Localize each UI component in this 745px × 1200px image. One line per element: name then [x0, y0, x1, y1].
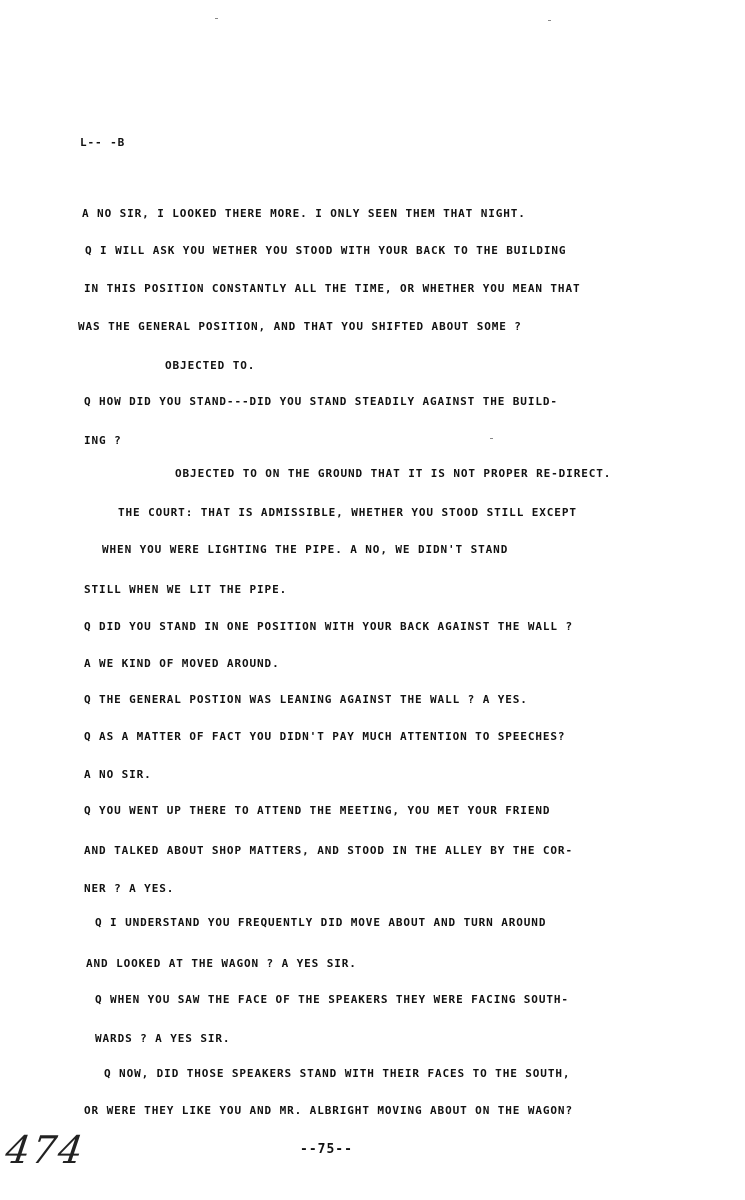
transcript-line: Q DID YOU STAND IN ONE POSITION WITH YOUR BACK AGAINST THE WALL ?	[84, 620, 573, 633]
transcript-line: ING ?	[84, 434, 122, 447]
transcript-line: OR WERE THEY LIKE YOU AND MR. ALBRIGHT MOVING ABOUT ON THE WAGON?	[84, 1104, 573, 1117]
scan-speck	[490, 438, 493, 439]
transcript-line: IN THIS POSITION CONSTANTLY ALL THE TIME, OR WHETHER YOU MEAN THAT	[84, 282, 581, 295]
transcript-line: Q YOU WENT UP THERE TO ATTEND THE MEETING, YOU MET YOUR FRIEND	[84, 804, 551, 817]
transcript-line: OBJECTED TO.	[165, 359, 256, 372]
handwritten-page-number: 474	[2, 1128, 88, 1172]
transcript-line: A NO SIR, I LOOKED THERE MORE. I ONLY SEEN THEM THAT NIGHT.	[82, 207, 526, 220]
transcript-line: Q THE GENERAL POSTION WAS LEANING AGAINST THE WALL ? A YES.	[84, 693, 528, 706]
transcript-line: Q I WILL ASK YOU WETHER YOU STOOD WITH YOUR BACK TO THE BUILDING	[85, 244, 567, 257]
transcript-line: A WE KIND OF MOVED AROUND.	[84, 657, 280, 670]
transcript-line: OBJECTED TO ON THE GROUND THAT IT IS NOT PROPER RE-DIRECT.	[175, 467, 612, 480]
page-number: --75--	[300, 1142, 353, 1157]
transcript-line: Q WHEN YOU SAW THE FACE OF THE SPEAKERS THEY WERE FACING SOUTH-	[95, 993, 569, 1006]
header-reference: L-- -B	[80, 136, 126, 149]
transcript-line: AND LOOKED AT THE WAGON ? A YES SIR.	[86, 957, 357, 970]
transcript-line: WARDS ? A YES SIR.	[95, 1032, 231, 1045]
transcript-line: STILL WHEN WE LIT THE PIPE.	[84, 583, 288, 596]
transcript-line: NER ? A YES.	[84, 882, 175, 895]
transcript-line: Q AS A MATTER OF FACT YOU DIDN'T PAY MUCH ATTENTION TO SPEECHES?	[84, 730, 566, 743]
scan-speck	[215, 18, 218, 19]
transcript-line: WAS THE GENERAL POSITION, AND THAT YOU SHIFTED ABOUT SOME ?	[78, 320, 522, 333]
transcript-line: AND TALKED ABOUT SHOP MATTERS, AND STOOD IN THE ALLEY BY THE COR-	[84, 844, 573, 857]
transcript-line: THE COURT: THAT IS ADMISSIBLE, WHETHER YOU STOOD STILL EXCEPT	[118, 506, 577, 519]
transcript-line: A NO SIR.	[84, 768, 152, 781]
scan-speck	[548, 20, 551, 21]
transcript-line: WHEN YOU WERE LIGHTING THE PIPE. A NO, WE DIDN'T STAND	[102, 543, 509, 556]
transcript-line: Q HOW DID YOU STAND---DID YOU STAND STEADILY AGAINST THE BUILD-	[84, 395, 558, 408]
transcript-line: Q I UNDERSTAND YOU FREQUENTLY DID MOVE ABOUT AND TURN AROUND	[95, 916, 547, 929]
transcript-line: Q NOW, DID THOSE SPEAKERS STAND WITH THEIR FACES TO THE SOUTH,	[104, 1067, 571, 1080]
